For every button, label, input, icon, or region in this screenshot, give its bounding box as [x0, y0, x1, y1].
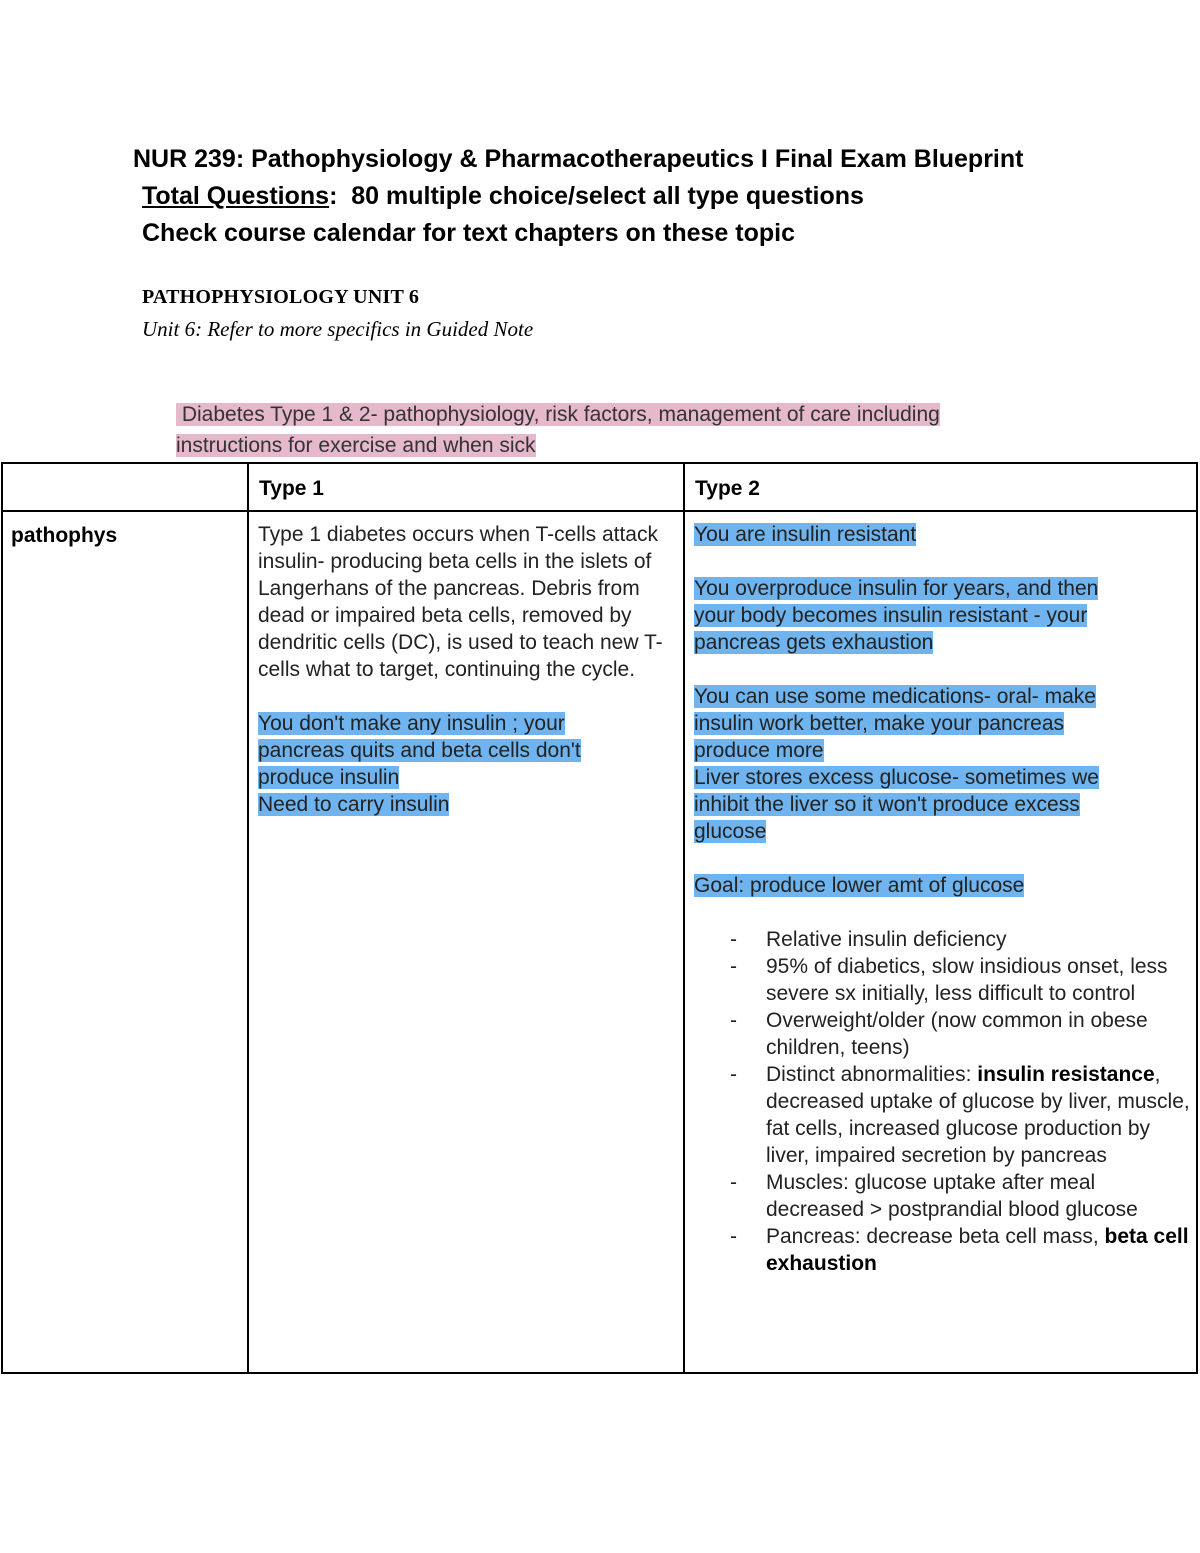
- type2-highlight-medications-2: insulin work better, make your pancreas: [694, 712, 1065, 735]
- type1-highlight-block: [258, 710, 677, 818]
- list-item: - Distinct abnormalities: insulin resistance, decreased uptake of glucose by liver, muscle, fat cells, increased glucose production by liver, impaired secretion by pancreas: [730, 1063, 1190, 1167]
- calendar-note: Check course calendar for text chapters on these topic: [142, 219, 795, 247]
- row-label-pathophys: pathophys: [2, 511, 248, 1373]
- dash-marker: -: [730, 955, 737, 978]
- topic-heading: [176, 399, 1076, 461]
- table-row-pathophys: [2, 511, 1197, 1373]
- list-item: - Relative insulin deficiency: [730, 928, 1007, 951]
- unit-heading: PATHOPHYSIOLOGY UNIT 6: [142, 286, 420, 308]
- list-item: - Muscles: glucose uptake after meal decreased > postprandial blood glucose: [730, 1171, 1138, 1221]
- type2-bullet-list: [694, 926, 1190, 1277]
- bold-beta-cell-exhaustion: beta cell exhaustion: [766, 1225, 1189, 1275]
- total-questions-label: Total Questions: [142, 182, 330, 210]
- dash-marker: -: [730, 1171, 737, 1194]
- dash-marker: -: [730, 1063, 737, 1086]
- type2-cell: [684, 511, 1197, 1373]
- type2-highlight-medications-1: You can use some medications- oral- make: [694, 685, 1096, 708]
- type2-highlight-liver-1: Liver stores excess glucose- sometimes we: [694, 766, 1099, 789]
- dash-marker: -: [730, 1009, 737, 1032]
- exam-header: [133, 141, 1023, 252]
- page-title: NUR 239: Pathophysiology & Pharmacotherapeutics I Final Exam Blueprint: [133, 145, 1024, 173]
- diabetes-comparison-table: [1, 462, 1198, 1374]
- total-questions-colon: :: [329, 182, 338, 210]
- topic-line-1: Diabetes Type 1 & 2- pathophysiology, risk factors, management of care including: [176, 403, 940, 426]
- list-item: - Pancreas: decrease beta cell mass, beta cell exhaustion: [730, 1225, 1189, 1275]
- type2-highlight-overproduce-1: You overproduce insulin for years, and then: [694, 577, 1099, 600]
- type1-highlight-line-2: pancreas quits and beta cells don't: [258, 739, 581, 762]
- topic-line-2: instructions for exercise and when sick: [176, 434, 536, 457]
- type2-highlight-goal: Goal: produce lower amt of glucose: [694, 874, 1025, 897]
- table-header-empty: [2, 463, 248, 511]
- dash-marker: -: [730, 1225, 737, 1248]
- type2-highlight-resistant: You are insulin resistant: [694, 523, 917, 546]
- total-questions-value: 80 multiple choice/select all type questions: [337, 182, 864, 210]
- type2-highlight-overproduce-2: your body becomes insulin resistant - your: [694, 604, 1088, 627]
- type1-highlight-line-1: You don't make any insulin ; your: [258, 712, 565, 735]
- type2-highlight-liver-3: glucose: [694, 820, 767, 843]
- list-item: - 95% of diabetics, slow insidious onset, less severe sx initially, less difficult to control: [730, 955, 1168, 1005]
- table-header-row: [2, 463, 1197, 511]
- unit-subheading: Unit 6: Refer to more specifics in Guided Note: [142, 317, 534, 341]
- dash-marker: -: [730, 928, 737, 951]
- type1-highlight-carry: Need to carry insulin: [258, 793, 450, 816]
- bold-insulin-resistance: insulin resistance: [977, 1063, 1155, 1086]
- type1-highlight-line-3: produce insulin: [258, 766, 400, 789]
- list-item: - Overweight/older (now common in obese children, teens): [730, 1009, 1148, 1059]
- type2-highlight-overproduce-3: pancreas gets exhaustion: [694, 631, 934, 654]
- type1-cell: [248, 511, 684, 1373]
- table-header-type2: Type 2: [684, 463, 1197, 511]
- table-header-type1: Type 1: [248, 463, 684, 511]
- type2-highlight-liver-2: inhibit the liver so it won't produce excess: [694, 793, 1080, 816]
- type1-description: Type 1 diabetes occurs when T-cells attack insulin- producing beta cells in the islets of Langerhans of the pancreas. Debris from dead or impaired beta cells, removed by dendritic cells (DC), is used to teach new T-cells what to target, continuing the cycle.: [258, 523, 663, 681]
- total-questions-line: [133, 178, 1023, 215]
- type2-highlight-medications-3: produce more: [694, 739, 824, 762]
